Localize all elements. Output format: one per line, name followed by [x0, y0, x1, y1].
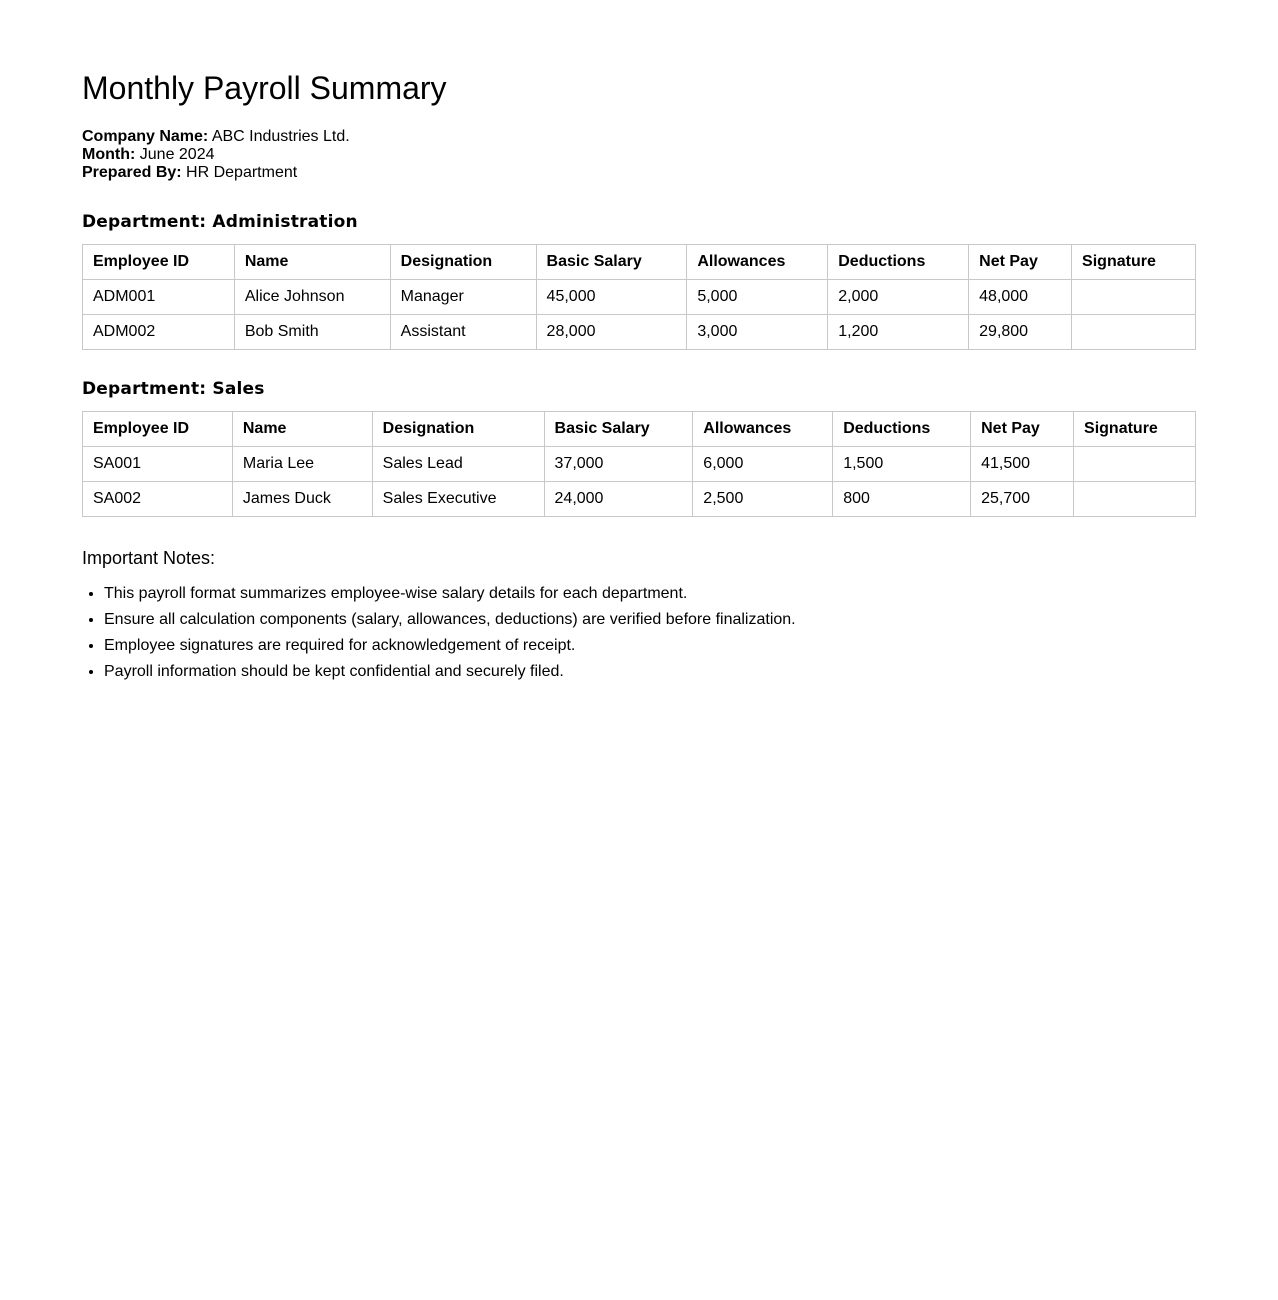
column-header: Employee ID	[83, 412, 233, 447]
table-row	[83, 482, 1196, 517]
allowances-cell: 5,000	[687, 280, 828, 315]
designation-cell: Sales Executive	[372, 482, 544, 517]
list-item: • Payroll information should be kept confidential and securely filed.	[104, 663, 1196, 681]
payroll-table-sales	[82, 411, 1196, 517]
table-header-row	[83, 245, 1196, 280]
name-cell: Alice Johnson	[234, 280, 390, 315]
basic-salary-cell: 28,000	[536, 315, 687, 350]
column-header: Deductions	[833, 412, 971, 447]
column-header: Designation	[390, 245, 536, 280]
column-header: Designation	[372, 412, 544, 447]
basic-salary-cell: 45,000	[536, 280, 687, 315]
table-row	[83, 315, 1196, 350]
employee-id-cell: SA001	[83, 447, 233, 482]
basic-salary-cell: 24,000	[544, 482, 693, 517]
prepared-label: Prepared By:	[82, 164, 182, 181]
column-header: Allowances	[693, 412, 833, 447]
column-header: Net Pay	[971, 412, 1074, 447]
company-value: ABC Industries Ltd.	[211, 128, 350, 145]
employee-id-cell: ADM001	[83, 280, 235, 315]
list-item: • Ensure all calculation components (salary, allowances, deductions) are verified before finalization.	[104, 611, 1196, 629]
deductions-cell: 1,500	[833, 447, 971, 482]
designation-cell: Assistant	[390, 315, 536, 350]
deductions-cell: 2,000	[828, 280, 969, 315]
month-value: June 2024	[139, 146, 215, 163]
prepared-value: HR Department	[186, 164, 298, 181]
notes-list	[82, 585, 1196, 681]
company-row	[82, 128, 1196, 146]
table-header-row	[83, 412, 1196, 447]
table-row	[83, 447, 1196, 482]
name-cell: Maria Lee	[232, 447, 372, 482]
page-title: Monthly Payroll Summary	[82, 70, 447, 106]
net-pay-cell: 48,000	[969, 280, 1072, 315]
basic-salary-cell: 37,000	[544, 447, 693, 482]
designation-cell: Sales Lead	[372, 447, 544, 482]
net-pay-cell: 41,500	[971, 447, 1074, 482]
column-header: Basic Salary	[536, 245, 687, 280]
column-header: Signature	[1074, 412, 1196, 447]
column-header: Employee ID	[83, 245, 235, 280]
net-pay-cell: 29,800	[969, 315, 1072, 350]
table-row	[83, 280, 1196, 315]
signature-cell	[1072, 280, 1196, 315]
signature-cell	[1074, 482, 1196, 517]
month-label: Month:	[82, 146, 136, 163]
net-pay-cell: 25,700	[971, 482, 1074, 517]
signature-cell	[1074, 447, 1196, 482]
prepared-row	[82, 164, 1196, 182]
employee-id-cell: ADM002	[83, 315, 235, 350]
column-header: Basic Salary	[544, 412, 693, 447]
notes-title: Important Notes:	[82, 548, 216, 568]
signature-cell	[1072, 315, 1196, 350]
column-header: Net Pay	[969, 245, 1072, 280]
department-title-sales: Department: Sales	[82, 379, 265, 399]
month-row	[82, 146, 1196, 164]
column-header: Name	[232, 412, 372, 447]
column-header: Deductions	[828, 245, 969, 280]
deductions-cell: 800	[833, 482, 971, 517]
document-meta	[82, 128, 1196, 182]
list-item: • This payroll format summarizes employee-wise salary details for each department.	[104, 585, 1196, 603]
name-cell: Bob Smith	[234, 315, 390, 350]
department-title-administration: Department: Administration	[82, 212, 358, 232]
list-item: • Employee signatures are required for acknowledgement of receipt.	[104, 637, 1196, 655]
deductions-cell: 1,200	[828, 315, 969, 350]
name-cell: James Duck	[232, 482, 372, 517]
column-header: Name	[234, 245, 390, 280]
allowances-cell: 6,000	[693, 447, 833, 482]
designation-cell: Manager	[390, 280, 536, 315]
column-header: Allowances	[687, 245, 828, 280]
allowances-cell: 2,500	[693, 482, 833, 517]
column-header: Signature	[1072, 245, 1196, 280]
payroll-table-administration	[82, 244, 1196, 350]
allowances-cell: 3,000	[687, 315, 828, 350]
company-label: Company Name:	[82, 128, 209, 145]
employee-id-cell: SA002	[83, 482, 233, 517]
